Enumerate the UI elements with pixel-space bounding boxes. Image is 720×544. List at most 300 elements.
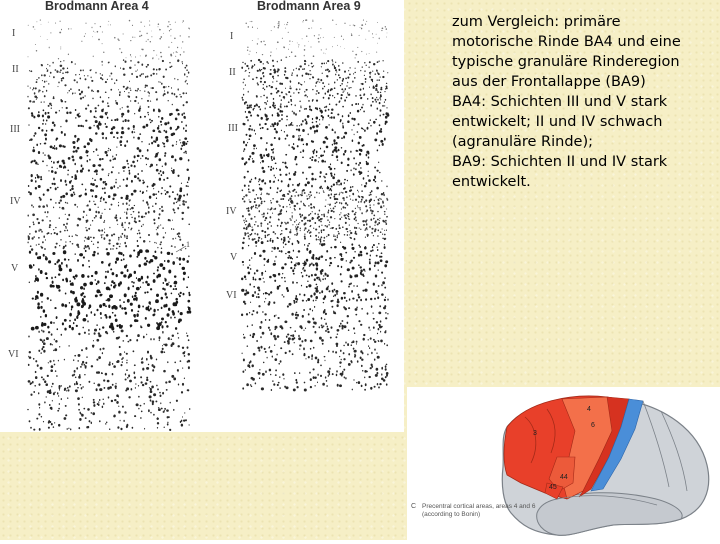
neuron-dot bbox=[263, 293, 264, 295]
neuron-dot bbox=[275, 369, 277, 371]
neuron-dot bbox=[269, 180, 271, 183]
neuron-dot bbox=[248, 128, 250, 131]
neuron-dot bbox=[68, 389, 70, 391]
neuron-dot bbox=[63, 166, 65, 168]
neuron-dot bbox=[281, 130, 282, 132]
neuron-dot bbox=[315, 385, 316, 387]
neuron-dot bbox=[147, 149, 149, 152]
neuron-dot bbox=[312, 310, 313, 312]
neuron-dot bbox=[379, 38, 380, 40]
neuron-dot bbox=[64, 304, 67, 307]
neuron-dot bbox=[361, 24, 363, 26]
neuron-dot bbox=[256, 340, 258, 342]
neuron-dot bbox=[261, 241, 264, 244]
neuron-dot bbox=[79, 418, 81, 421]
neuron-dot bbox=[150, 399, 152, 401]
neuron-dot bbox=[151, 385, 154, 388]
neuron-dot bbox=[341, 161, 343, 164]
neuron-dot bbox=[188, 71, 190, 73]
neuron-dot bbox=[360, 109, 361, 111]
neuron-dot bbox=[301, 272, 302, 273]
neuron-dot bbox=[363, 275, 365, 277]
neuron-dot bbox=[296, 256, 298, 258]
neuron-dot bbox=[373, 318, 375, 320]
neuron-dot bbox=[343, 90, 344, 91]
neuron-dot bbox=[319, 337, 322, 340]
neuron-dot bbox=[257, 293, 259, 295]
neuron-dot bbox=[177, 207, 179, 209]
neuron-dot bbox=[384, 287, 386, 289]
neuron-dot bbox=[304, 389, 307, 392]
neuron-dot bbox=[271, 30, 272, 31]
neuron-dot bbox=[261, 238, 262, 239]
neuron-dot bbox=[178, 232, 180, 234]
neuron-dot bbox=[253, 286, 255, 288]
neuron-dot bbox=[93, 31, 94, 32]
neuron-dot bbox=[273, 158, 275, 160]
neuron-dot bbox=[294, 267, 296, 269]
neuron-dot bbox=[298, 223, 299, 225]
neuron-dot bbox=[360, 201, 362, 203]
neuron-dot bbox=[176, 109, 179, 112]
neuron-dot bbox=[336, 142, 338, 145]
neuron-dot bbox=[361, 359, 363, 361]
neuron-dot bbox=[295, 104, 296, 106]
neuron-dot bbox=[313, 20, 314, 21]
neuron-dot bbox=[386, 36, 387, 37]
neuron-dot bbox=[331, 154, 333, 156]
neuron-dot bbox=[71, 188, 74, 191]
neuron-dot bbox=[48, 260, 51, 263]
neuron-dot bbox=[314, 331, 316, 334]
neuron-dot bbox=[183, 278, 185, 281]
neuron-dot bbox=[337, 159, 338, 160]
neuron-dot bbox=[36, 144, 38, 146]
neuron-dot bbox=[281, 277, 283, 279]
neuron-dot bbox=[382, 76, 384, 78]
neuron-dot bbox=[313, 228, 314, 229]
neuron-dot bbox=[356, 307, 357, 309]
neuron-dot bbox=[262, 160, 264, 163]
neuron-dot bbox=[178, 293, 179, 295]
neuron-dot bbox=[375, 178, 376, 180]
neuron-dot bbox=[164, 351, 166, 353]
neuron-dot bbox=[102, 213, 103, 214]
neuron-dot bbox=[52, 62, 53, 64]
neuron-dot bbox=[129, 81, 130, 82]
neuron-dot bbox=[279, 285, 281, 287]
neuron-dot bbox=[55, 147, 57, 150]
neuron-dot bbox=[41, 74, 43, 76]
neuron-dot bbox=[359, 153, 361, 156]
neuron-dot bbox=[130, 100, 131, 101]
neuron-dot bbox=[243, 94, 244, 96]
neuron-dot bbox=[273, 123, 275, 124]
neuron-dot bbox=[117, 224, 118, 225]
neuron-dot bbox=[164, 288, 166, 290]
neuron-dot bbox=[299, 213, 301, 215]
neuron-dot bbox=[72, 243, 74, 245]
neuron-dot bbox=[79, 77, 81, 79]
neuron-dot bbox=[243, 336, 245, 338]
neuron-dot bbox=[325, 259, 327, 261]
neuron-dot bbox=[161, 187, 163, 189]
neuron-dot bbox=[93, 244, 94, 245]
neuron-dot bbox=[137, 155, 138, 157]
neuron-dot bbox=[145, 317, 147, 320]
neuron-dot bbox=[378, 79, 380, 81]
neuron-dot bbox=[322, 116, 324, 118]
neuron-dot bbox=[379, 172, 380, 174]
neuron-dot bbox=[140, 376, 142, 378]
neuron-dot bbox=[296, 191, 298, 193]
neuron-dot bbox=[97, 384, 100, 387]
neuron-dot bbox=[287, 333, 289, 335]
neuron-dot bbox=[136, 287, 140, 291]
neuron-dot bbox=[288, 303, 291, 306]
neuron-dot bbox=[111, 280, 113, 282]
neuron-dot bbox=[243, 196, 244, 198]
neuron-dot bbox=[127, 299, 130, 303]
neuron-dot bbox=[341, 327, 343, 330]
neuron-dot bbox=[138, 102, 139, 103]
neuron-dot bbox=[117, 187, 118, 189]
neuron-dot bbox=[55, 227, 56, 228]
neuron-dot bbox=[134, 165, 136, 168]
neuron-dot bbox=[182, 41, 183, 42]
neuron-dot bbox=[260, 321, 262, 324]
neuron-dot bbox=[149, 395, 152, 398]
neuron-dot bbox=[274, 69, 275, 71]
neuron-dot bbox=[245, 194, 247, 196]
neuron-dot bbox=[150, 100, 151, 101]
neuron-dot bbox=[89, 159, 91, 161]
neuron-dot bbox=[71, 308, 72, 310]
neuron-dot bbox=[295, 313, 297, 316]
neuron-dot bbox=[91, 77, 92, 79]
neuron-dot bbox=[153, 50, 154, 51]
neuron-dot bbox=[112, 126, 115, 129]
neuron-dot bbox=[158, 125, 160, 127]
neuron-dot bbox=[35, 29, 36, 30]
neuron-dot bbox=[150, 338, 151, 340]
neuron-dot bbox=[103, 398, 104, 400]
neuron-dot bbox=[320, 28, 321, 29]
neuron-dot bbox=[56, 71, 58, 73]
neuron-dot bbox=[252, 26, 253, 27]
neuron-dot bbox=[259, 184, 260, 185]
neuron-dot bbox=[283, 242, 284, 244]
neuron-dot bbox=[305, 94, 307, 96]
neuron-dot bbox=[304, 49, 306, 51]
neuron-dot bbox=[317, 374, 318, 376]
neuron-dot bbox=[100, 348, 102, 350]
neuron-dot bbox=[166, 283, 169, 286]
neuron-dot bbox=[38, 383, 40, 385]
neuron-dot bbox=[329, 70, 330, 72]
neuron-dot bbox=[102, 234, 103, 235]
neuron-dot bbox=[59, 386, 61, 389]
neuron-dot bbox=[35, 371, 37, 373]
neuron-dot bbox=[93, 237, 95, 239]
neuron-dot bbox=[101, 61, 102, 63]
neuron-dot bbox=[148, 39, 149, 40]
neuron-dot bbox=[137, 253, 139, 256]
neuron-dot bbox=[188, 353, 190, 356]
neuron-dot bbox=[386, 83, 387, 84]
neuron-dot bbox=[95, 185, 98, 187]
neuron-dot bbox=[318, 41, 320, 42]
neuron-dot bbox=[156, 229, 157, 230]
neuron-dot bbox=[287, 289, 289, 292]
neuron-dot bbox=[309, 250, 311, 253]
neuron-dot bbox=[337, 79, 338, 81]
neuron-dot bbox=[94, 107, 96, 109]
neuron-dot bbox=[381, 367, 383, 370]
neuron-dot bbox=[50, 187, 52, 189]
neuron-dot bbox=[56, 316, 58, 319]
neuron-dot bbox=[41, 416, 42, 418]
neuron-dot bbox=[75, 74, 76, 76]
neuron-dot bbox=[269, 221, 271, 223]
neuron-dot bbox=[270, 143, 273, 146]
neuron-dot bbox=[307, 298, 310, 301]
neuron-dot bbox=[187, 182, 188, 184]
neuron-dot bbox=[124, 144, 126, 147]
neuron-dot bbox=[186, 185, 188, 187]
neuron-dot bbox=[331, 306, 333, 308]
neuron-dot bbox=[102, 326, 104, 328]
neuron-dot bbox=[330, 163, 331, 165]
neuron-dot bbox=[158, 407, 160, 408]
neuron-dot bbox=[252, 238, 254, 240]
neuron-dot bbox=[358, 320, 360, 322]
neuron-dot bbox=[325, 360, 326, 361]
neuron-dot bbox=[187, 346, 189, 348]
neuron-dot bbox=[303, 347, 305, 350]
neuron-dot bbox=[295, 113, 297, 116]
neuron-dot bbox=[40, 352, 42, 353]
neuron-dot bbox=[320, 270, 322, 273]
neuron-dot bbox=[317, 213, 319, 215]
neuron-dot bbox=[348, 70, 349, 72]
neuron-dot bbox=[353, 285, 354, 287]
neuron-dot bbox=[59, 231, 61, 233]
neuron-dot bbox=[260, 108, 262, 110]
neuron-dot bbox=[384, 91, 385, 92]
neuron-dot bbox=[261, 387, 264, 390]
neuron-dot bbox=[326, 146, 329, 149]
neuron-dot bbox=[308, 133, 309, 135]
neuron-dot bbox=[49, 220, 51, 222]
neuron-dot bbox=[131, 388, 133, 391]
neuron-dot bbox=[322, 383, 325, 386]
neuron-dot bbox=[105, 137, 107, 140]
neuron-dot bbox=[380, 259, 383, 262]
neuron-dot bbox=[170, 29, 171, 30]
neuron-dot bbox=[368, 345, 369, 347]
neuron-dot bbox=[46, 130, 48, 132]
neuron-dot bbox=[373, 283, 375, 286]
neuron-dot bbox=[381, 284, 382, 286]
neuron-dot bbox=[94, 217, 96, 219]
neuron-dot bbox=[278, 23, 279, 25]
neuron-dot bbox=[85, 95, 86, 97]
neuron-dot bbox=[304, 227, 306, 229]
neuron-dot bbox=[131, 207, 134, 209]
neuron-dot bbox=[354, 25, 355, 26]
neuron-dot bbox=[290, 256, 292, 259]
neuron-dot bbox=[183, 51, 184, 52]
neuron-dot bbox=[54, 183, 56, 185]
neuron-dot bbox=[141, 49, 142, 50]
neuron-dot bbox=[370, 204, 371, 206]
neuron-dot bbox=[275, 177, 276, 179]
neuron-dot bbox=[264, 220, 265, 221]
neuron-dot bbox=[334, 142, 336, 144]
neuron-dot bbox=[377, 107, 379, 109]
neuron-dot bbox=[65, 405, 67, 407]
neuron-dot bbox=[182, 61, 183, 62]
neuron-dot bbox=[254, 64, 255, 66]
neuron-dot bbox=[106, 252, 109, 255]
neuron-dot bbox=[112, 166, 114, 168]
neuron-dot bbox=[307, 220, 309, 222]
neuron-dot bbox=[385, 297, 386, 298]
neuron-dot bbox=[299, 208, 301, 210]
neuron-dot bbox=[178, 199, 180, 201]
neuron-dot bbox=[266, 261, 267, 262]
neuron-dot bbox=[377, 249, 378, 251]
neuron-dot bbox=[146, 260, 148, 262]
neuron-dot bbox=[368, 339, 369, 341]
neuron-dot bbox=[326, 287, 328, 289]
neuron-dot bbox=[302, 263, 304, 265]
neuron-dot bbox=[48, 83, 49, 85]
neuron-dot bbox=[174, 275, 177, 277]
neuron-dot bbox=[174, 93, 176, 95]
neuron-dot bbox=[29, 356, 32, 359]
neuron-dot bbox=[145, 87, 146, 88]
neuron-dot bbox=[131, 228, 132, 230]
neuron-dot bbox=[296, 298, 298, 301]
neuron-dot bbox=[120, 217, 121, 219]
neuron-dot bbox=[95, 195, 98, 198]
neuron-dot bbox=[52, 400, 53, 402]
neuron-dot bbox=[368, 122, 370, 124]
neuron-dot bbox=[28, 124, 29, 126]
neuron-dot bbox=[265, 319, 267, 321]
neuron-dot bbox=[125, 373, 126, 375]
neuron-dot bbox=[369, 268, 371, 271]
neuron-dot bbox=[173, 208, 175, 210]
neuron-dot bbox=[295, 195, 296, 197]
neuron-dot bbox=[310, 378, 312, 381]
neuron-dot bbox=[130, 60, 131, 62]
neuron-dot bbox=[141, 381, 143, 383]
neuron-dot bbox=[115, 319, 118, 322]
neuron-dot bbox=[164, 122, 167, 125]
neuron-dot bbox=[69, 385, 71, 387]
neuron-dot bbox=[307, 198, 309, 200]
neuron-dot bbox=[318, 161, 319, 163]
neuron-dot bbox=[332, 150, 334, 153]
neuron-dot bbox=[295, 55, 297, 57]
neuron-dot bbox=[293, 273, 295, 275]
neuron-dot bbox=[126, 160, 128, 163]
neuron-dot bbox=[294, 342, 295, 344]
neuron-dot bbox=[252, 333, 255, 336]
neuron-dot bbox=[289, 178, 291, 180]
neuron-dot bbox=[290, 335, 292, 337]
neuron-dot bbox=[105, 423, 106, 425]
neuron-dot bbox=[289, 56, 290, 57]
neuron-dot bbox=[68, 28, 69, 29]
neuron-dot bbox=[361, 190, 363, 192]
neuron-dot bbox=[341, 266, 343, 268]
neuron-dot bbox=[73, 276, 75, 278]
neuron-dot bbox=[126, 387, 129, 390]
neuron-dot bbox=[67, 230, 68, 232]
neuron-dot bbox=[356, 341, 358, 343]
neuron-dot bbox=[345, 308, 347, 311]
neuron-dot bbox=[337, 180, 340, 183]
neuron-dot bbox=[272, 213, 273, 214]
neuron-dot bbox=[107, 387, 110, 390]
neuron-dot bbox=[273, 383, 275, 386]
neuron-dot bbox=[95, 117, 96, 118]
neuron-dot bbox=[116, 243, 119, 245]
neuron-dot bbox=[47, 112, 49, 114]
neuron-dot bbox=[365, 205, 367, 207]
neuron-dot bbox=[298, 337, 301, 340]
neuron-dot bbox=[159, 29, 160, 31]
neuron-dot bbox=[323, 310, 326, 313]
neuron-dot bbox=[253, 277, 255, 279]
neuron-dot bbox=[375, 73, 376, 75]
neuron-dot bbox=[78, 409, 80, 411]
neuron-dot bbox=[278, 68, 279, 70]
neuron-dot bbox=[362, 352, 364, 354]
neuron-dot bbox=[106, 299, 107, 301]
neuron-dot bbox=[363, 338, 365, 341]
neuron-dot bbox=[101, 261, 104, 264]
neuron-dot bbox=[298, 44, 299, 45]
neuron-dot bbox=[165, 193, 166, 195]
neuron-dot bbox=[164, 90, 165, 91]
neuron-dot bbox=[329, 265, 331, 267]
neuron-dot bbox=[83, 287, 85, 290]
neuron-dot bbox=[108, 62, 109, 63]
neuron-dot bbox=[176, 400, 178, 402]
neuron-dot bbox=[284, 222, 285, 223]
neuron-dot bbox=[310, 74, 311, 75]
neuron-dot bbox=[105, 183, 107, 186]
neuron-dot bbox=[28, 56, 29, 57]
neuron-dot bbox=[338, 149, 339, 151]
neuron-dot bbox=[361, 199, 363, 201]
neuron-dot bbox=[118, 237, 120, 239]
neuron-dot bbox=[129, 170, 131, 172]
neuron-dot bbox=[279, 204, 280, 205]
neuron-dot bbox=[375, 261, 377, 264]
neuron-dot bbox=[310, 166, 312, 168]
neuron-dot bbox=[340, 212, 341, 213]
description-line: BA9: Schichten II und IV stark entwickelt. bbox=[452, 152, 702, 192]
neuron-dot bbox=[124, 266, 125, 268]
neuron-dot bbox=[118, 40, 119, 42]
neuron-dot bbox=[102, 188, 104, 190]
